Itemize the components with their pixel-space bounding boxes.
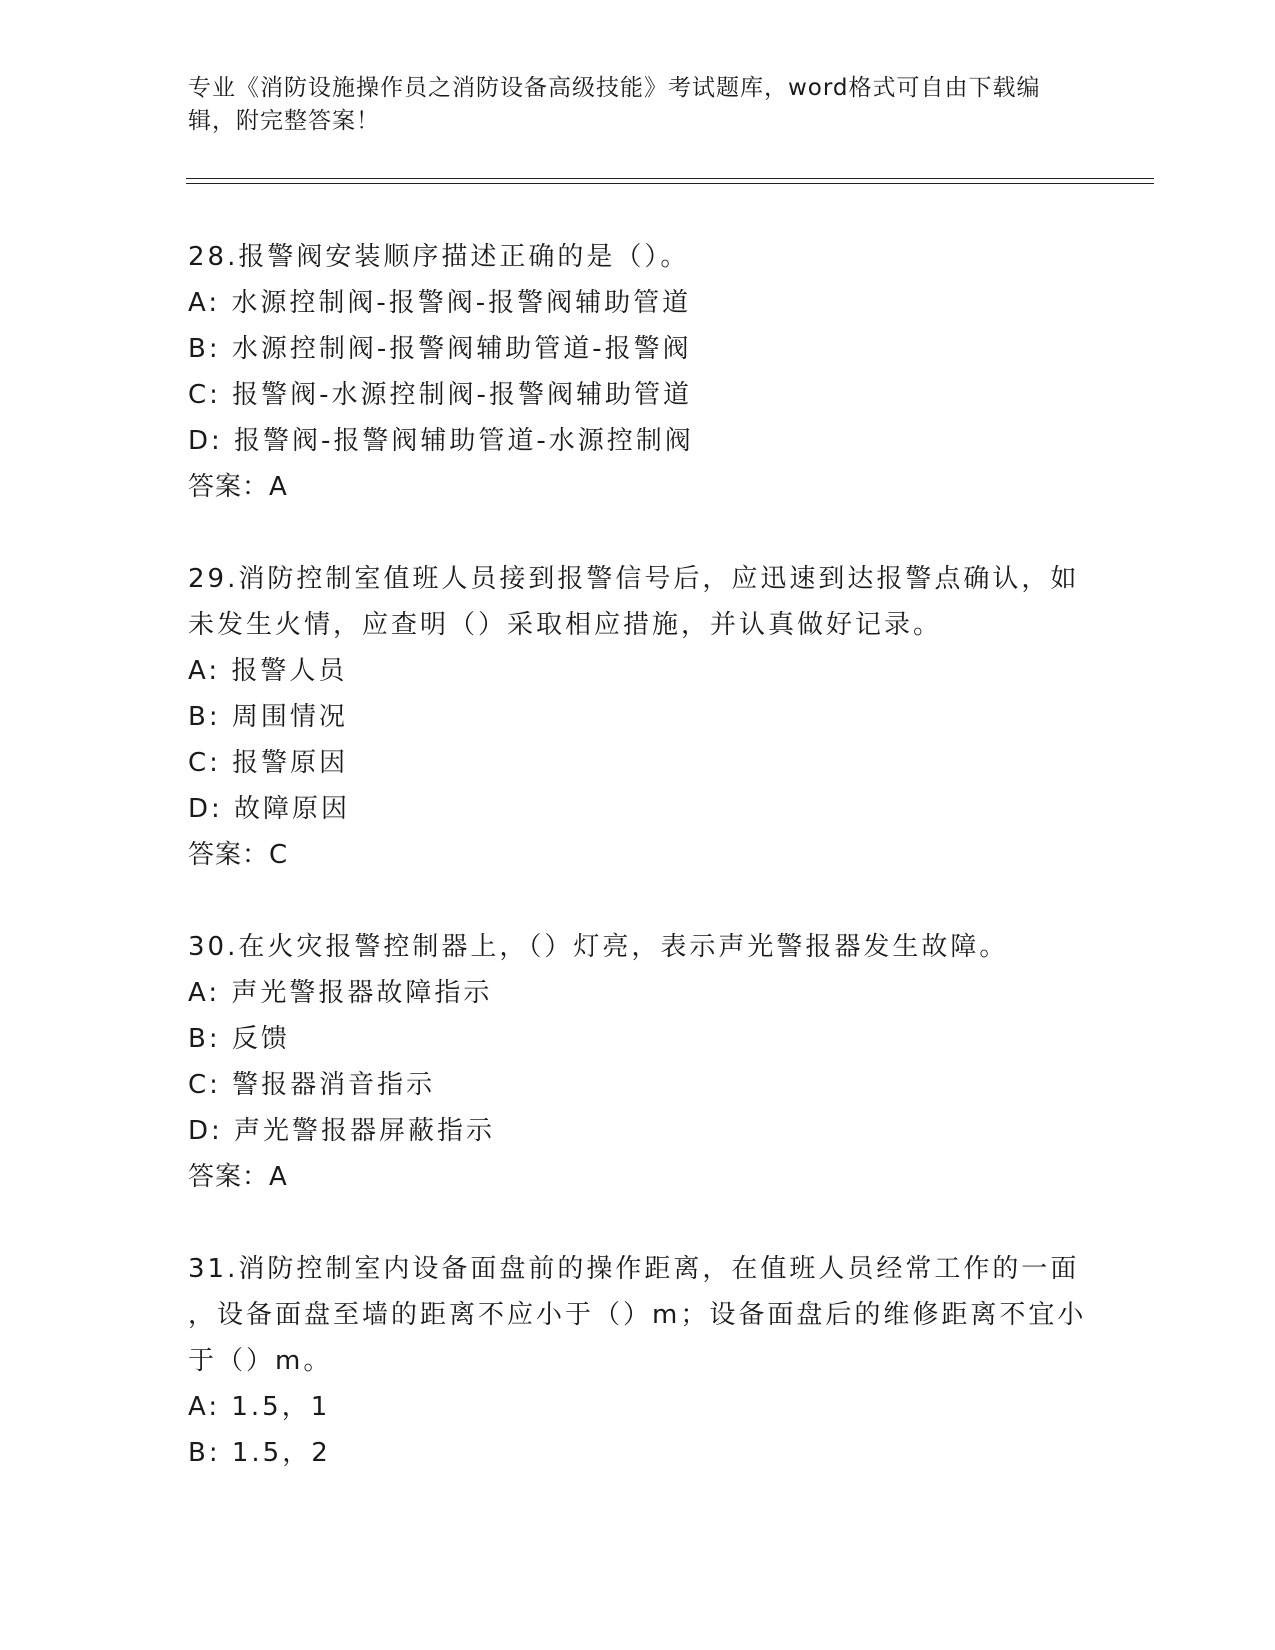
option-b: B: 周围情况 — [188, 702, 348, 732]
question-stem: 31.消防控制室内设备面盘前的操作距离，在值班人员经常工作的一面 — [188, 1254, 1080, 1284]
option-a: A: 1.5，1 — [188, 1392, 331, 1422]
option-a: A: 报警人员 — [188, 656, 348, 686]
question-stem: 28.报警阀安装顺序描述正确的是（）。 — [188, 242, 690, 272]
question-stem: 于（）m。 — [188, 1346, 333, 1376]
question-29 — [188, 556, 1088, 878]
option-a: A: 水源控制阀-报警阀-报警阀辅助管道 — [188, 288, 692, 318]
option-c: C: 报警阀-水源控制阀-报警阀辅助管道 — [188, 380, 692, 410]
document-header — [188, 72, 1078, 138]
question-stem: 29.消防控制室值班人员接到报警信号后，应迅速到达报警点确认，如 — [188, 564, 1080, 594]
option-c: C: 警报器消音指示 — [188, 1070, 436, 1100]
question-stem: ，设备面盘至墙的距离不应小于（）m；设备面盘后的维修距离不宜小 — [188, 1300, 1087, 1330]
option-c: C: 报警原因 — [188, 748, 349, 778]
header-divider — [186, 183, 1154, 184]
question-list — [188, 234, 1088, 1476]
option-d: D: 报警阀-报警阀辅助管道-水源控制阀 — [188, 426, 694, 456]
question-28 — [188, 234, 1088, 510]
header-divider — [186, 178, 1154, 179]
option-a: A: 声光警报器故障指示 — [188, 978, 493, 1008]
question-30 — [188, 924, 1088, 1200]
answer-label: 答案：A — [188, 472, 288, 502]
question-stem: 30.在火灾报警控制器上，（）灯亮，表示声光警报器发生故障。 — [188, 932, 1009, 962]
header-line: 专业《消防设施操作员之消防设备高级技能》考试题库，word格式可自由下载编 — [188, 75, 1041, 101]
option-d: D: 故障原因 — [188, 794, 351, 824]
option-d: D: 声光警报器屏蔽指示 — [188, 1116, 496, 1146]
option-b: B: 水源控制阀-报警阀辅助管道-报警阀 — [188, 334, 692, 364]
header-line: 辑，附完整答案！ — [188, 108, 380, 134]
answer-label: 答案：C — [188, 840, 289, 870]
option-b: B: 1.5，2 — [188, 1438, 331, 1468]
question-31 — [188, 1246, 1088, 1476]
answer-label: 答案：A — [188, 1162, 288, 1192]
question-stem: 未发生火情，应查明（）采取相应措施，并认真做好记录。 — [188, 610, 943, 640]
option-b: B: 反馈 — [188, 1024, 290, 1054]
